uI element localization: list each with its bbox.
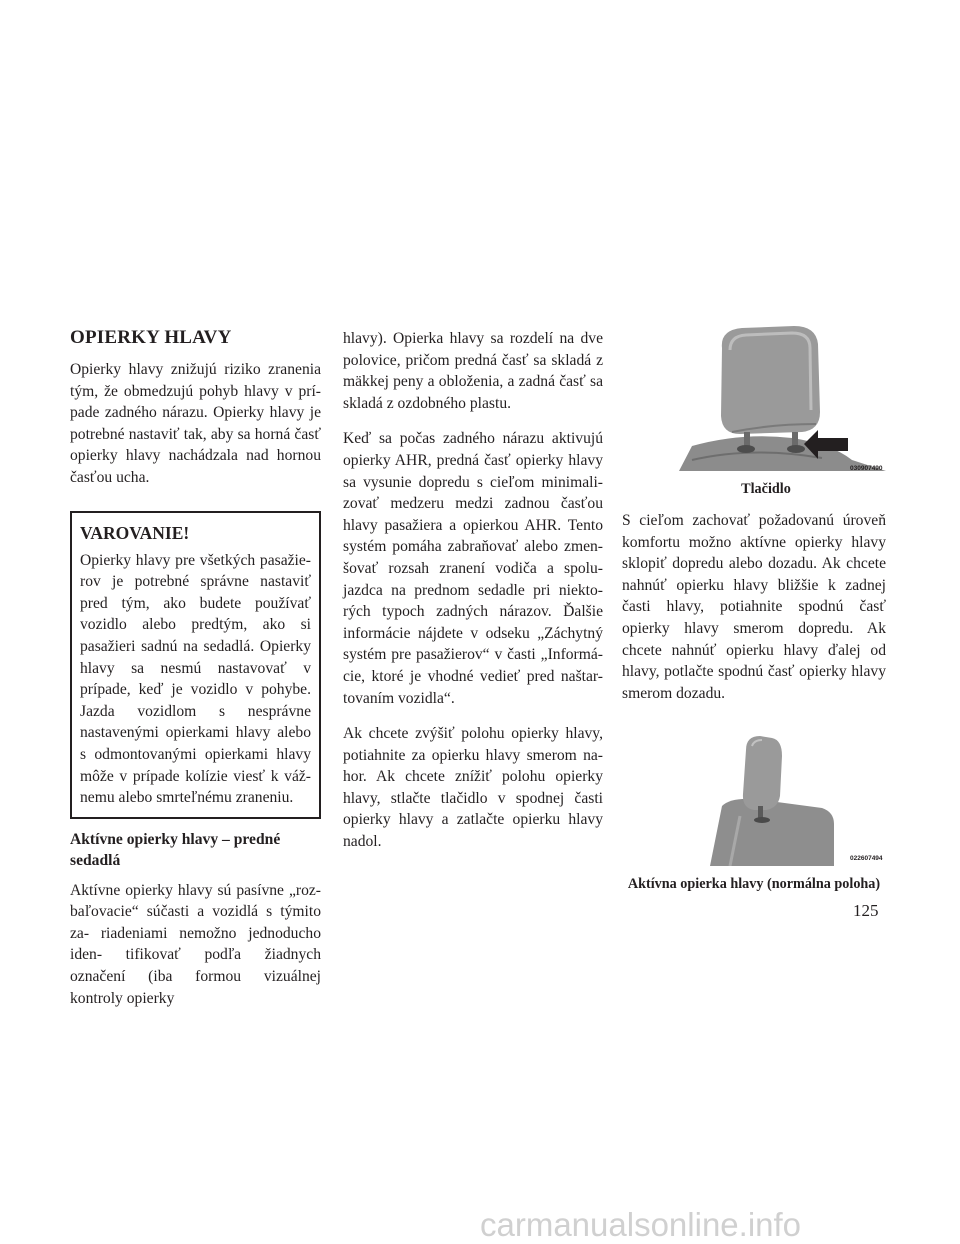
column-middle bbox=[343, 328, 603, 867]
paragraph-tilt-adjust: S cieľom zachovať požadovanú úroveň komfortu možno aktívne opierky hlavy sklopiť dopredu alebo dozadu. Ak chcete nahnúť opierku hlavy bližšie k zadnej časti hlavy, potiahnite spodnú časť opierky hlavy smerom dopredu. Ak chcete nahnúť opierku hlavy ďalej od hlavy, potlačte spodnú časť opierky hlavy smerom dozadu. bbox=[622, 512, 886, 702]
figure-normal-position bbox=[622, 730, 886, 866]
active-headrests-paragraph: Aktívne opierky hlavy sú pasívne „roz- baľovacie“ súčasti a vozidlá s týmito za- riadeniami nemožno jednoducho iden- tifikovať podľa žiadnych označení (iba formou vizuálnej kontroly opierky bbox=[70, 881, 321, 1007]
figure-button bbox=[622, 320, 886, 474]
section-title: OPIERKY HLAVY bbox=[70, 327, 232, 348]
watermark: carmanualsonline.info bbox=[480, 1206, 802, 1243]
figure2-caption: Aktívna opierka hlavy (normálna poloha) bbox=[627, 876, 881, 893]
paragraph-headrest-halves: hlavy). Opierka hlavy sa rozdelí na dve polovice, pričom predná časť sa skladá z mäkkej peny a obloženia, a zadná časť sa skladá z ozdobného plastu. bbox=[343, 330, 603, 412]
page-number: 125 bbox=[853, 901, 879, 920]
headrest-button-illustration bbox=[622, 320, 886, 474]
column-right bbox=[622, 320, 886, 893]
paragraph-ahr-activation: Keď sa počas zadného nárazu aktivujú opierky AHR, predná časť opierky hlavy sa vysunie dopredu s cieľom minimali- zovať medzeru medzi zadnou časťou hlavy pasažiera a opierkou AHR. Tento systém pomáha zabraňovať alebo zmen- šovať rozsah zranení vodiča a spolu- jazdca na prednom sedadle pri niekto- rých typoch zadných nárazov. Ďalšie informácie nájdete v odseku „Záchytný systém pre pasažierov“ v časti „Informá- cie, ktoré je vhodné vedieť pred naštar- tovaním vozidla“. bbox=[343, 430, 603, 707]
paragraph-height-adjust: Ak chcete zvýšiť polohu opierky hlavy, potiahnite za opierku hlavy smerom na- hor. Ak chcete znížiť polohu opierky hlavy, stlačte tlačidlo v spodnej časti opierky hlavy a zatlačte opierku hlavy nadol. bbox=[343, 725, 603, 851]
figure1-caption: Tlačidlo bbox=[741, 481, 791, 497]
warning-text: Opierky hlavy pre všetkých pasažie- rov je potrebné správne nastaviť pred tým, ako budete používať vozidlo alebo predtým, ako si pasažieri sadnú na sedadlá. Opierky hlavy sa nesmú nastavovať v prípade, keď je vozidlo v pohybe. Jazda vozidlom s nesprávne nastavenými opierkami hlavy alebo s odmontovanými opierkami hlavy môže v prípade kolízie viesť k váž- nemu alebo smrteľnému zraneniu. bbox=[80, 551, 311, 807]
subheading-active-headrests: Aktívne opierky hlavy – predné sedadlá bbox=[70, 830, 281, 869]
active-headrest-illustration bbox=[622, 730, 886, 866]
warning-box bbox=[70, 511, 321, 819]
intro-paragraph: Opierky hlavy znižujú riziko zranenia tým, že obmedzujú pohyb hlavy v prí- pade zadného nárazu. Opierky hlavy je potrebné nastaviť tak, aby sa horná časť opierky hlavy nachádzala nad hornou časťou ucha. bbox=[70, 361, 321, 486]
warning-title: VAROVANIE! bbox=[80, 522, 190, 543]
figure2-code: 022607494 bbox=[850, 855, 883, 863]
column-left bbox=[70, 322, 321, 1023]
figure1-code: 030907490 bbox=[850, 465, 883, 472]
